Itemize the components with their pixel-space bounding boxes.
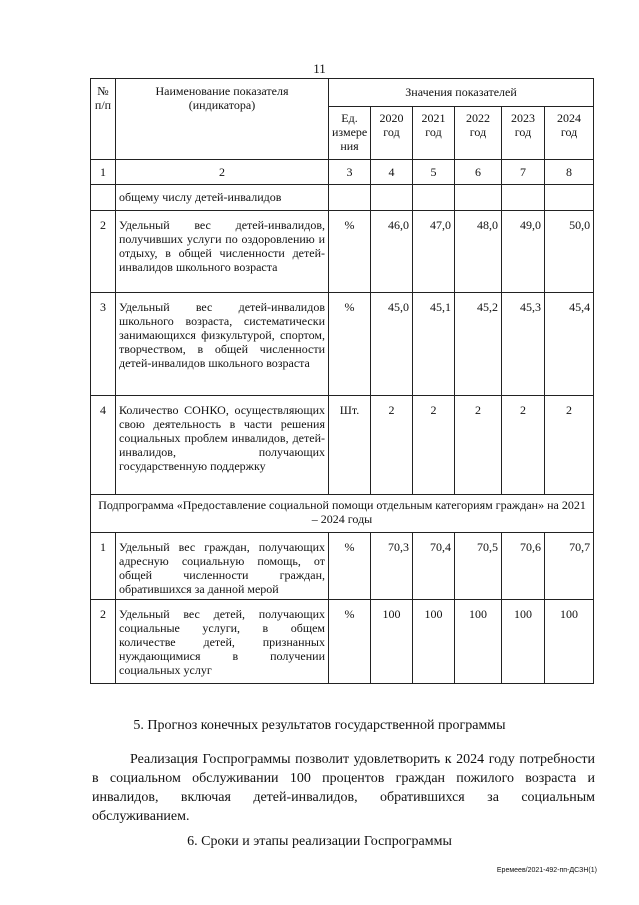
row-value: 46,0 [371, 211, 413, 293]
row-name: общему числу детей-инвалидов [116, 185, 329, 211]
page-number: 11 [313, 61, 326, 76]
row-value: 45,0 [371, 293, 413, 396]
row-value: 45,3 [502, 293, 545, 396]
table-row [91, 533, 594, 600]
header-year: 2021 год [413, 107, 455, 160]
row-value: 70,7 [545, 533, 594, 600]
header-year: 2023 год [502, 107, 545, 160]
row-value: 100 [545, 600, 594, 684]
section5-paragraph-text: Реализация Госпрограммы позволит удовлетворить к 2024 году потребности в социальном обслуживании 100 процентов граждан пожилого возраста и инвалидов, включая детей-инвалидов, обратившихся за социальным обслуживанием. [92, 752, 595, 824]
header-num: № п/п [91, 79, 116, 160]
table-row [91, 211, 594, 293]
row-value: 70,4 [413, 533, 455, 600]
row-value: 2 [455, 396, 502, 495]
row-num: 2 [91, 600, 116, 684]
row-value [413, 185, 455, 211]
row-value: 2 [545, 396, 594, 495]
row-num: 2 [91, 211, 116, 293]
row-value: 70,5 [455, 533, 502, 600]
header-year: 2020 год [371, 107, 413, 160]
index-cell: 5 [413, 160, 455, 185]
row-value: 45,2 [455, 293, 502, 396]
row-unit: % [329, 533, 371, 600]
section-row [91, 495, 594, 533]
row-unit: % [329, 293, 371, 396]
section6-heading: 6. Сроки и этапы реализации Госпрограммы [187, 834, 452, 849]
row-name: Удельный вес детей-инвалидов, получивших услуги по оздоровлению и отдыху, в общей численности детей-инвалидов школьного возраста [116, 211, 329, 293]
table-row [91, 600, 594, 684]
index-cell: 3 [329, 160, 371, 185]
row-value: 100 [502, 600, 545, 684]
row-value: 100 [371, 600, 413, 684]
header-year: 2022 год [455, 107, 502, 160]
header-values-title: Значения показателей [329, 79, 594, 107]
table-row [91, 185, 594, 211]
header-name: Наименование показателя (индикатора) [116, 79, 329, 160]
subprogram-title: Подпрограмма «Предоставление социальной помощи отдельным категориям граждан» на 2021 – 2024 годы [91, 495, 594, 533]
row-name: Удельный вес граждан, получающих адресную социальную помощь, от общей численности граждан, обратившихся за данной мерой [116, 533, 329, 600]
index-cell: 7 [502, 160, 545, 185]
index-cell: 2 [116, 160, 329, 185]
row-unit [329, 185, 371, 211]
row-value [455, 185, 502, 211]
row-value: 100 [413, 600, 455, 684]
row-num: 4 [91, 396, 116, 495]
row-value: 2 [371, 396, 413, 495]
table-row [91, 293, 594, 396]
index-cell: 6 [455, 160, 502, 185]
row-num: 3 [91, 293, 116, 396]
row-value: 70,6 [502, 533, 545, 600]
row-value: 2 [502, 396, 545, 495]
row-name: Удельный вес детей-инвалидов школьного возраста, систематически занимающихся физкультурой, спортом, творчеством, в общей численности детей-инвалидов школьного возраста [116, 293, 329, 396]
row-num: 1 [91, 533, 116, 600]
row-value: 50,0 [545, 211, 594, 293]
row-unit: % [329, 211, 371, 293]
index-cell: 4 [371, 160, 413, 185]
section5-paragraph [92, 750, 595, 826]
row-value: 45,1 [413, 293, 455, 396]
row-num [91, 185, 116, 211]
row-value: 70,3 [371, 533, 413, 600]
header-unit: Ед. измере ния [329, 107, 371, 160]
document-code: Еремеев/2021-492-пп-ДСЗН(1) [496, 867, 597, 874]
section5-heading: 5. Прогноз конечных результатов государственной программы [133, 718, 506, 733]
row-value: 47,0 [413, 211, 455, 293]
row-value [371, 185, 413, 211]
row-unit: Шт. [329, 396, 371, 495]
index-cell: 8 [545, 160, 594, 185]
table-row [91, 396, 594, 495]
row-value: 2 [413, 396, 455, 495]
header-year: 2024 год [545, 107, 594, 160]
row-value: 45,4 [545, 293, 594, 396]
row-name: Удельный вес детей, получающих социальные услуги, в общем количестве детей, признанных нуждающимися в получении социальных услуг [116, 600, 329, 684]
row-value: 49,0 [502, 211, 545, 293]
row-value [502, 185, 545, 211]
row-value: 48,0 [455, 211, 502, 293]
row-name: Количество СОНКО, осуществляющих свою деятельность в части решения социальных проблем инвалидов, детей-инвалидов, получающих государственную поддержку [116, 396, 329, 495]
index-row [91, 160, 594, 185]
row-value [545, 185, 594, 211]
index-cell: 1 [91, 160, 116, 185]
row-value: 100 [455, 600, 502, 684]
indicators-table [90, 78, 594, 684]
row-unit: % [329, 600, 371, 684]
